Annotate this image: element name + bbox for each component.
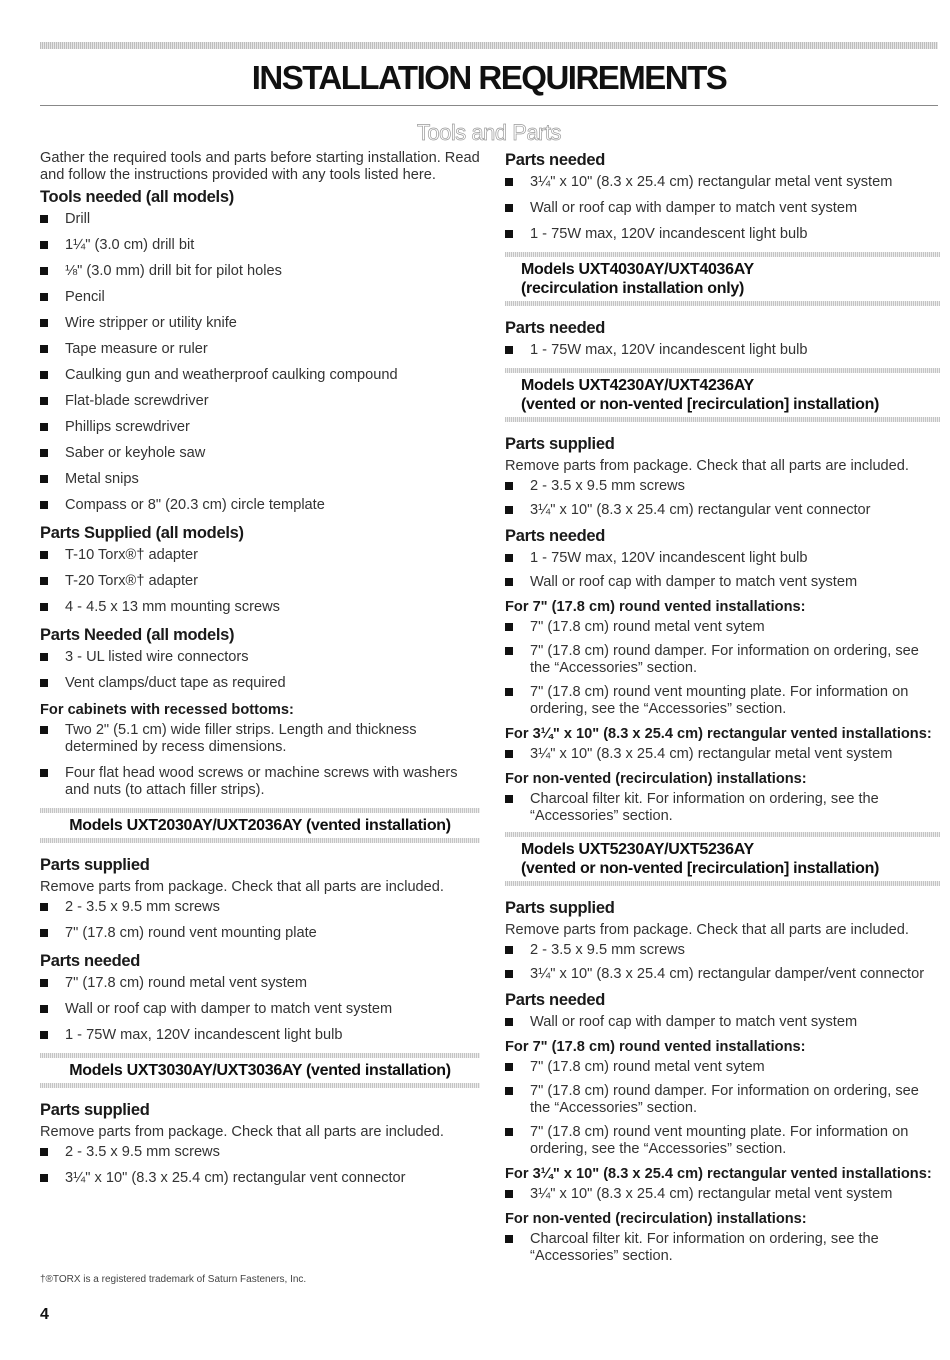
list-item: Vent clamps/duct tape as required bbox=[40, 675, 480, 692]
parts-supplied-heading: Parts supplied bbox=[505, 435, 615, 453]
parts-needed-list bbox=[40, 649, 480, 692]
left-column bbox=[40, 150, 480, 1196]
list-item: 2 - 3.5 x 9.5 mm screws bbox=[40, 899, 480, 916]
list-item: Two 2" (5.1 cm) wide filler strips. Length and thickness determined by recess dimensions. bbox=[40, 722, 480, 756]
tools-list bbox=[40, 211, 480, 514]
trademark-footnote: †®TORX is a registered trademark of Saturn Fasteners, Inc. bbox=[40, 1274, 307, 1285]
list-item: 7" (17.8 cm) round metal vent system bbox=[40, 975, 480, 992]
model-box-uxt4030 bbox=[505, 252, 940, 306]
parts-needed-heading: Parts needed bbox=[505, 527, 606, 545]
round-vent-list bbox=[505, 1059, 940, 1158]
list-item: Wall or roof cap with damper to match vent system bbox=[505, 1014, 940, 1031]
supplied-intro: Remove parts from package. Check that all parts are included. bbox=[505, 458, 909, 474]
list-item: 3¼" x 10" (8.3 x 25.4 cm) rectangular metal vent system bbox=[505, 174, 940, 191]
model-band bbox=[505, 301, 940, 306]
list-item: 3¼" x 10" (8.3 x 25.4 cm) rectangular vent connector bbox=[505, 502, 940, 519]
list-item: 1 - 75W max, 120V incandescent light bulb bbox=[40, 1027, 480, 1044]
model-title: Models UXT2030AY/UXT2036AY (vented installation) bbox=[69, 817, 451, 834]
tools-heading: Tools needed (all models) bbox=[40, 188, 234, 206]
list-item: 7" (17.8 cm) round vent mounting plate bbox=[40, 925, 480, 942]
model-box-uxt4230 bbox=[505, 368, 940, 422]
list-item: 3¼" x 10" (8.3 x 25.4 cm) rectangular vent connector bbox=[40, 1170, 480, 1187]
rect-vent-list bbox=[505, 1186, 940, 1203]
model-box-uxt3030 bbox=[40, 1053, 480, 1088]
parts-needed-heading: Parts needed bbox=[40, 952, 141, 970]
non-vented-heading: For non-vented (recirculation) installations: bbox=[505, 771, 807, 787]
list-item: 2 - 3.5 x 9.5 mm screws bbox=[505, 478, 940, 495]
list-item: Charcoal filter kit. For information on ordering, see the “Accessories” section. bbox=[505, 1231, 940, 1265]
non-vented-list bbox=[505, 791, 940, 825]
model-title-line: (vented or non-vented [recirculation] installation) bbox=[521, 860, 880, 877]
page-number: 4 bbox=[40, 1306, 49, 1323]
round-vent-list bbox=[505, 619, 940, 718]
list-item: Drill bbox=[40, 211, 480, 228]
list-item: 3¼" x 10" (8.3 x 25.4 cm) rectangular damper/vent connector bbox=[505, 966, 940, 983]
parts-needed-list bbox=[505, 342, 940, 359]
rect-vent-heading: For 3¼" x 10" (8.3 x 25.4 cm) rectangular vented installations: bbox=[505, 1166, 932, 1182]
list-item: 7" (17.8 cm) round metal vent sytem bbox=[505, 619, 940, 636]
list-item: Compass or 8" (20.3 cm) circle template bbox=[40, 497, 480, 514]
list-item: Wire stripper or utility knife bbox=[40, 315, 480, 332]
right-column bbox=[505, 150, 940, 1272]
list-item: 3¼" x 10" (8.3 x 25.4 cm) rectangular metal vent system bbox=[505, 1186, 940, 1203]
list-item: Caulking gun and weatherproof caulking compound bbox=[40, 367, 480, 384]
model-title bbox=[505, 837, 940, 881]
supplied-intro: Remove parts from package. Check that all parts are included. bbox=[40, 1124, 444, 1140]
model-box-uxt2030 bbox=[40, 808, 480, 843]
parts-supplied-list bbox=[505, 942, 940, 983]
model-title bbox=[505, 373, 940, 417]
model-title-line: (recirculation installation only) bbox=[521, 280, 745, 297]
parts-supplied-list bbox=[40, 547, 480, 616]
parts-needed-heading: Parts needed bbox=[505, 151, 606, 169]
parts-supplied-list bbox=[40, 899, 480, 942]
list-item: Metal snips bbox=[40, 471, 480, 488]
model-title-line: Models UXT5230AY/UXT5236AY bbox=[521, 841, 754, 858]
list-item: 1 - 75W max, 120V incandescent light bulb bbox=[505, 342, 940, 359]
list-item: 4 - 4.5 x 13 mm mounting screws bbox=[40, 599, 480, 616]
list-item: ⅛" (3.0 mm) drill bit for pilot holes bbox=[40, 263, 480, 280]
list-item: T-20 Torx®† adapter bbox=[40, 573, 480, 590]
header-band bbox=[40, 42, 938, 49]
list-item: Pencil bbox=[40, 289, 480, 306]
model-band bbox=[505, 881, 940, 886]
list-item: 7" (17.8 cm) round vent mounting plate. For information on ordering, see the “Accessories” section. bbox=[505, 1124, 940, 1158]
supplied-intro: Remove parts from package. Check that all parts are included. bbox=[505, 922, 909, 938]
parts-needed-list bbox=[505, 1014, 940, 1031]
title-divider bbox=[40, 105, 938, 106]
parts-needed-list bbox=[505, 550, 940, 591]
list-item: Charcoal filter kit. For information on ordering, see the “Accessories” section. bbox=[505, 791, 940, 825]
list-item: 3¼" x 10" (8.3 x 25.4 cm) rectangular metal vent system bbox=[505, 746, 940, 763]
parts-supplied-heading: Parts supplied bbox=[40, 856, 150, 874]
parts-needed-heading: Parts needed bbox=[505, 319, 606, 337]
list-item: Wall or roof cap with damper to match vent system bbox=[505, 200, 940, 217]
parts-needed-heading: Parts needed bbox=[505, 991, 606, 1009]
recessed-list bbox=[40, 722, 480, 799]
list-item: 3 - UL listed wire connectors bbox=[40, 649, 480, 666]
list-item: Wall or roof cap with damper to match vent system bbox=[40, 1001, 480, 1018]
parts-supplied-heading: Parts supplied bbox=[505, 899, 615, 917]
model-title: Models UXT3030AY/UXT3036AY (vented installation) bbox=[69, 1062, 451, 1079]
list-item: Four flat head wood screws or machine screws with washers and nuts (to attach filler strips). bbox=[40, 765, 480, 799]
list-item: 7" (17.8 cm) round damper. For information on ordering, see the “Accessories” section. bbox=[505, 1083, 940, 1117]
list-item: 2 - 3.5 x 9.5 mm screws bbox=[505, 942, 940, 959]
model-title-line: Models UXT4030AY/UXT4036AY bbox=[521, 261, 754, 278]
rect-vent-list bbox=[505, 746, 940, 763]
model-band bbox=[40, 1083, 480, 1088]
recessed-heading: For cabinets with recessed bottoms: bbox=[40, 702, 294, 718]
intro-text: Gather the required tools and parts before starting installation. Read and follow the instructions provided with any tools listed here. bbox=[40, 150, 480, 183]
list-item: 2 - 3.5 x 9.5 mm screws bbox=[40, 1144, 480, 1161]
non-vented-heading: For non-vented (recirculation) installations: bbox=[505, 1211, 807, 1227]
non-vented-list bbox=[505, 1231, 940, 1265]
parts-needed-list bbox=[505, 174, 940, 243]
page-title: INSTALLATION REQUIREMENTS bbox=[251, 59, 727, 96]
list-item: Phillips screwdriver bbox=[40, 419, 480, 436]
model-title-line: (vented or non-vented [recirculation] installation) bbox=[521, 396, 880, 413]
supplied-intro: Remove parts from package. Check that all parts are included. bbox=[40, 879, 444, 895]
model-title bbox=[505, 257, 940, 301]
parts-supplied-list bbox=[40, 1144, 480, 1187]
parts-needed-heading: Parts Needed (all models) bbox=[40, 626, 235, 644]
list-item: Flat-blade screwdriver bbox=[40, 393, 480, 410]
parts-supplied-heading: Parts supplied bbox=[40, 1101, 150, 1119]
list-item: 1 - 75W max, 120V incandescent light bulb bbox=[505, 550, 940, 567]
model-box-uxt5230 bbox=[505, 832, 940, 886]
list-item: 1¼" (3.0 cm) drill bit bbox=[40, 237, 480, 254]
section-title: Tools and Parts bbox=[416, 120, 562, 145]
list-item: T-10 Torx®† adapter bbox=[40, 547, 480, 564]
parts-supplied-list bbox=[505, 478, 940, 519]
model-title-line: Models UXT4230AY/UXT4236AY bbox=[521, 377, 754, 394]
list-item: Saber or keyhole saw bbox=[40, 445, 480, 462]
round-vent-heading: For 7" (17.8 cm) round vented installations: bbox=[505, 1039, 806, 1055]
list-item: 7" (17.8 cm) round metal vent sytem bbox=[505, 1059, 940, 1076]
parts-supplied-heading: Parts Supplied (all models) bbox=[40, 524, 244, 542]
list-item: Tape measure or ruler bbox=[40, 341, 480, 358]
list-item: 7" (17.8 cm) round damper. For information on ordering, see the “Accessories” section. bbox=[505, 643, 940, 677]
model-band bbox=[505, 417, 940, 422]
list-item: 7" (17.8 cm) round vent mounting plate. For information on ordering, see the “Accessories” section. bbox=[505, 684, 940, 718]
rect-vent-heading: For 3¼" x 10" (8.3 x 25.4 cm) rectangular vented installations: bbox=[505, 726, 932, 742]
model-band bbox=[40, 838, 480, 843]
parts-needed-list bbox=[40, 975, 480, 1044]
list-item: Wall or roof cap with damper to match vent system bbox=[505, 574, 940, 591]
list-item: 1 - 75W max, 120V incandescent light bulb bbox=[505, 226, 940, 243]
round-vent-heading: For 7" (17.8 cm) round vented installations: bbox=[505, 599, 806, 615]
